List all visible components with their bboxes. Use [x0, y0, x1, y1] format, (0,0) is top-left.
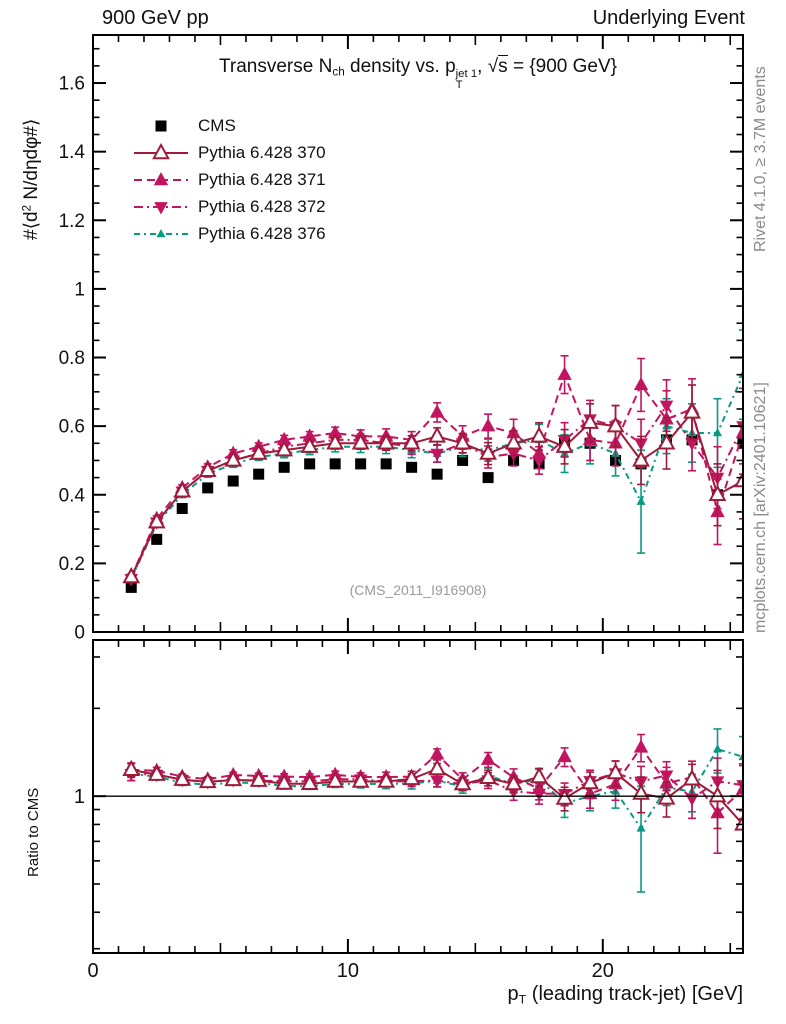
- legend-marker-sample: [133, 170, 189, 190]
- legend-item-label: CMS: [198, 115, 236, 135]
- main-y-tick-label: 0.6: [58, 416, 85, 438]
- main-y-tick-label: 1.6: [58, 73, 85, 95]
- legend-item-label: Pythia 6.428 372: [198, 196, 326, 216]
- sqrt-sign: √: [487, 56, 499, 77]
- main-y-tick-label: 0.2: [58, 553, 85, 575]
- x-tick-label: 0: [87, 960, 99, 982]
- legend-marker-sample: [133, 116, 189, 136]
- main-y-axis-label: $\#⟨d^2$ N/dηdφ#⟩: [20, 118, 42, 240]
- legend: [133, 112, 326, 247]
- ratio-panel-data: [124, 729, 750, 892]
- legend-item-label: Pythia 6.428 371: [198, 169, 326, 189]
- x-axis-label: pT (leading track-jet) [GeV]: [507, 983, 743, 1007]
- plot-title: [93, 56, 743, 91]
- legend-item-376: [133, 220, 326, 247]
- main-y-tick-label: 1.2: [58, 210, 85, 232]
- main-y-tick-label: 0.8: [58, 348, 85, 370]
- legend-marker-sample: [133, 224, 189, 244]
- title-pt-jet1: jet 1 T: [455, 68, 478, 91]
- title-text-2: density vs. p: [344, 56, 456, 77]
- rivet-version-note: Rivet 4.1.0, ≥ 3.7M events: [752, 66, 769, 252]
- beam-energy-label: 900 GeV pp: [102, 7, 209, 29]
- legend-marker-sample: [133, 197, 189, 217]
- x-tick-label: 10: [336, 960, 360, 982]
- main-y-tick-label: 1: [74, 279, 85, 301]
- title-text-3: ,: [477, 56, 488, 77]
- main-panel-data: [124, 330, 750, 593]
- legend-item-label: Pythia 6.428 376: [198, 223, 326, 243]
- mcplots-arxiv-note: mcplots.cern.ch [arXiv:2401.10621]: [752, 382, 769, 633]
- x-tick-label: 20: [591, 960, 614, 982]
- sqrt-s: s: [498, 56, 508, 77]
- title-sub-ch: ch: [332, 65, 345, 79]
- legend-item-372: [133, 193, 326, 220]
- legend-item-label: Pythia 6.428 370: [198, 142, 326, 162]
- legend-marker-sample: [133, 143, 189, 163]
- title-text-1: Transverse N: [218, 56, 333, 77]
- main-y-tick-label: 0: [74, 622, 85, 644]
- ratio-y-axis-label: Ratio to CMS: [25, 787, 42, 877]
- main-y-tick-label: 0.4: [58, 485, 85, 507]
- analysis-id-watermark: (CMS_2011_I916908): [349, 582, 487, 598]
- legend-item-cms: [133, 112, 326, 139]
- legend-item-371: [133, 166, 326, 193]
- legend-item-370: [133, 139, 326, 166]
- title-text-4: = {900 GeV}: [507, 56, 618, 77]
- ratio-y-tick-label: 1: [73, 786, 85, 809]
- main-y-tick-label: 1.4: [58, 142, 85, 164]
- analysis-group-label: Underlying Event: [592, 7, 745, 29]
